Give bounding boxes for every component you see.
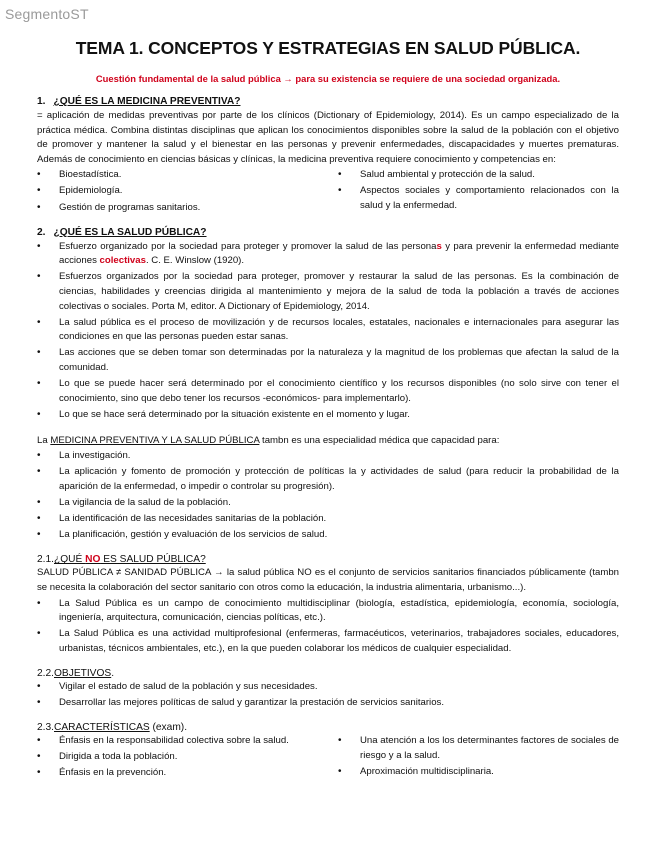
list-item: • Vigilar el estado de salud de la población y sus necesidades.	[37, 680, 619, 695]
list-item: • Esfuerzos organizados por la sociedad para proteger, promover y restaurar la salud de las personas. Es la combinación de ciencias, habilidades y creencias dirigida al mantenimiento y mejora de la salud de toda la población a través de acciones colectivas o sociales. Porta M, editor. A Dictionary of Epidemiology, 2014.	[37, 270, 619, 314]
section-1-columns	[37, 168, 619, 216]
section-2-1-title	[54, 554, 206, 565]
section-2-2-heading	[37, 668, 619, 679]
section-1-number: 1.	[37, 96, 46, 107]
section-2-1-heading	[37, 554, 619, 565]
list-item: • La aplicación y fomento de promoción y protección de políticas la y actividades de salud (para reducir la probabilidad de la aparición de la enfermedad, o impedir o controlar su progresión).	[37, 465, 619, 494]
highlight-text: s	[436, 240, 442, 252]
list-item: • La Salud Pública es una actividad multiprofesional (enfermeras, farmacéuticos, veterinarios, trabajadores sociales, educadores, urbanistas, técnicos ambientales, etc.), en la que pueden colaborar los médicos de cualquier especialidad.	[37, 627, 619, 656]
list-item: • La planificación, gestión y evaluación de los servicios de salud.	[37, 528, 619, 543]
section-2-3-columns	[37, 734, 619, 782]
section-2-1-text: SALUD PÚBLICA ≠ SANIDAD PÚBLICA → la salud pública NO es el conjunto de servicios sanitarios financiados públicamente (tambn se necesita la colaboración del sector sanitario con otros como la educación, la industria alimentaria, urbanismo...).	[37, 567, 619, 594]
list-item: • Salud ambiental y protección de la salud.	[338, 168, 619, 183]
list-item: • La investigación.	[37, 449, 619, 464]
section-2-2-title: OBJETIVOS	[54, 668, 112, 679]
list-item: • Énfasis en la responsabilidad colectiva sobre la salud.	[37, 734, 318, 749]
period: .	[111, 668, 115, 679]
list-item: • Desarrollar las mejores políticas de salud y garantizar la prestación de servicios sanitarios.	[37, 696, 619, 711]
section-2-3-title: CARACTERÍSTICAS	[54, 722, 150, 734]
text-run: ¿QUÉ	[54, 554, 86, 566]
highlight-text: colectivas	[99, 255, 146, 267]
highlight-text: NO	[85, 554, 101, 566]
list-item: • Aspectos sociales y comportamiento relacionados con la salud y la enfermedad.	[338, 184, 619, 213]
text-run: (exam).	[149, 722, 188, 734]
list-item: • Énfasis en la prevención.	[37, 766, 318, 781]
specialty-list	[37, 449, 619, 543]
list-item: • Lo que se hace será determinado por la situación existente en el momento y lugar.	[37, 408, 619, 423]
text-run: y para prevenir la enfermedad mediante acciones	[59, 240, 619, 267]
text-run: . C. E. Winslow (1920).	[145, 255, 245, 267]
list-item: • Lo que se puede hacer será determinado por el conocimiento científico y los recursos disponibles (no solo sirve con tener el conocimiento, sino que debo tener los recursos -económicos- para implementarlo).	[37, 377, 619, 406]
section-2-3-heading	[37, 722, 619, 733]
document-page	[37, 38, 619, 782]
section-2-3-right-list	[338, 734, 619, 782]
section-2-list	[37, 240, 619, 423]
underlined-text: MEDICINA PREVENTIVA Y LA SALUD PÚBLICA	[50, 434, 260, 446]
text-run: tambn es una especialidad médica que capacidad para:	[259, 434, 500, 446]
section-2-2-list	[37, 680, 619, 711]
section-2-title: ¿QUÉ ES LA SALUD PÚBLICA?	[53, 226, 207, 238]
document-title: TEMA 1. CONCEPTOS Y ESTRATEGIAS EN SALUD PÚBLICA.	[75, 38, 581, 58]
list-item	[37, 240, 619, 269]
list-item: • La Salud Pública es un campo de conocimiento multidisciplinar (biología, estadística, epidemiología, economía, sociología, ingeniería, arquitectura, comunicación, ciencias políticas, etc.).	[37, 597, 619, 626]
list-item: • Las acciones que se deben tomar son determinadas por la naturaleza y la magnitud de los problemas que afectan la salud de la comunidad.	[37, 346, 619, 375]
list-item: • Gestión de programas sanitarios.	[37, 201, 318, 216]
section-2-3-left-list	[37, 734, 318, 782]
section-2-2-number: 2.2.	[37, 668, 54, 679]
list-item: • La salud pública es el proceso de movilización y de recursos locales, estatales, nacionales e internacionales para asegurar las condiciones en que las personas pueden estar sanas.	[37, 316, 619, 345]
list-item: • La identificación de las necesidades sanitarias de la población.	[37, 512, 619, 527]
list-item: • La vigilancia de la salud de la población.	[37, 496, 619, 511]
section-1-title: ¿QUÉ ES LA MEDICINA PREVENTIVA?	[53, 96, 241, 107]
document-subtitle: Cuestión fundamental de la salud pública → para su existencia se requiere de una sociedad organizada.	[95, 73, 561, 84]
section-1-text: = aplicación de medidas preventivas por parte de los clínicos (Dictionary of Epidemiology, 2014). Es un campo especializado de la práctica médica. Combina distintas disciplinas que aplican los conocimientos disponibles sobre la salud de la población con el objetivo de promover y mantener la salud y el bienestar en las personas y prevenir enfermedades, discapacidades y muertes prematuras. Además de conocimiento en ciencias básicas y clínicas, la medicina preventiva requiere conocimiento y competencias en:	[37, 110, 619, 165]
text-run: Esfuerzo organizado por la sociedad para proteger y promover la salud de las persona	[59, 240, 437, 252]
list-item: • Bioestadística.	[37, 168, 318, 183]
list-item: • Una atención a los los determinantes factores de sociales de riesgo y a la salud.	[338, 734, 619, 763]
section-1-right-list	[338, 168, 619, 216]
watermark: SegmentoST	[5, 6, 89, 22]
section-2-number: 2.	[37, 226, 46, 238]
list-item: • Dirigida a toda la población.	[37, 750, 318, 765]
section-1-left-list	[37, 168, 318, 216]
text-run: La	[37, 434, 51, 446]
specialty-intro	[37, 434, 619, 449]
section-2-1-number: 2.1.	[37, 554, 54, 566]
section-2-heading	[37, 227, 619, 238]
list-item: • Aproximación multidisciplinaria.	[338, 765, 619, 780]
section-1-heading	[37, 96, 619, 107]
list-item: • Epidemiología.	[37, 184, 318, 199]
section-2-3-number: 2.3.	[37, 722, 54, 734]
text-run: ES SALUD PÚBLICA?	[100, 554, 206, 566]
section-2-1-list	[37, 597, 619, 657]
